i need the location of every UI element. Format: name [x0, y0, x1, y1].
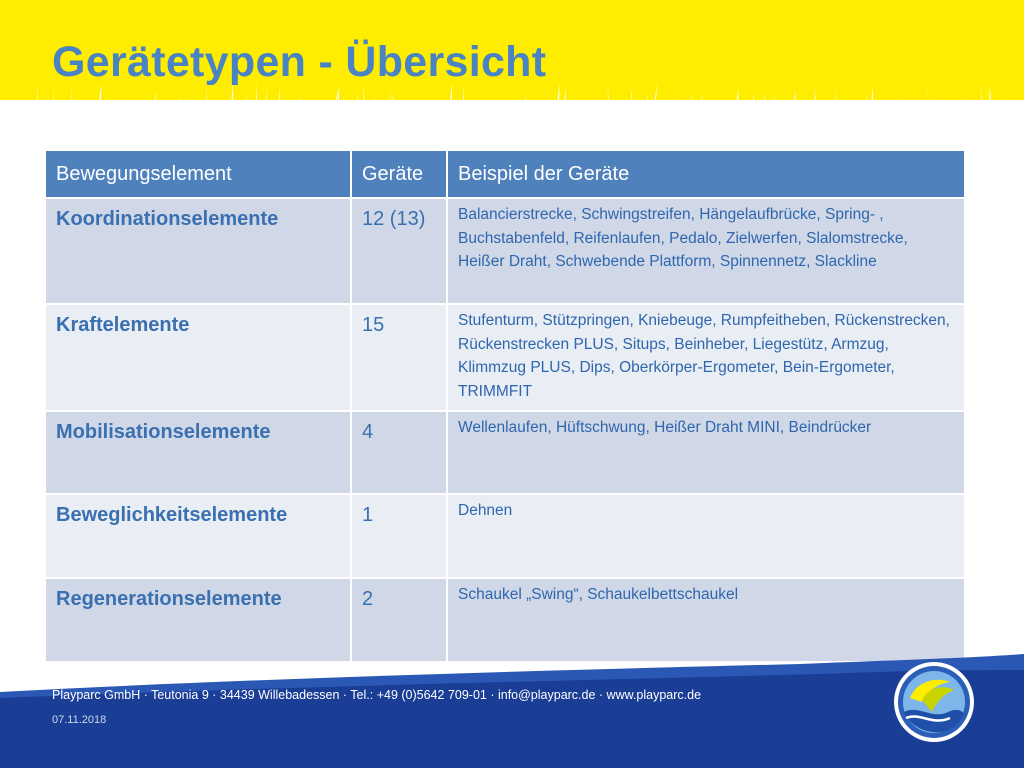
playparc-logo-icon [892, 660, 976, 744]
row-device-count: 12 (13) [351, 198, 447, 304]
footer-date: 07.11.2018 [52, 714, 107, 726]
grass-blade [174, 125, 178, 152]
grass-blade [380, 123, 387, 152]
grass-blade [794, 107, 798, 152]
grass-blade [43, 93, 49, 152]
grass-blade [1002, 97, 1007, 152]
grass-blade [314, 124, 319, 152]
grass-blade [90, 117, 95, 152]
grass-blade [974, 118, 976, 152]
table-row [45, 198, 965, 304]
row-example-devices: Dehnen [447, 494, 965, 578]
grass-blade [0, 118, 2, 152]
grass-blade [550, 96, 555, 152]
table-row [45, 411, 965, 494]
grass-blade [86, 119, 90, 152]
grass-blade [422, 98, 424, 152]
grass-blade [292, 118, 297, 152]
grass-blade [856, 106, 862, 152]
row-element-name: Mobilisationselemente [45, 411, 351, 494]
grass-blade [1006, 113, 1009, 152]
page-title: Gerätetypen - Übersicht [52, 38, 547, 86]
column-header-element: Bewegungselement [45, 150, 351, 198]
grass-blade [274, 119, 278, 152]
grass-blade [308, 119, 312, 152]
table-row [45, 494, 965, 578]
grass-blade [646, 94, 650, 152]
grass-blade [746, 99, 749, 152]
grass-blade [242, 94, 247, 152]
grass-blade [138, 98, 145, 152]
grass-blade [541, 106, 546, 152]
grass-blade [986, 107, 990, 152]
grass-blade [926, 122, 929, 152]
grass-blade [866, 125, 870, 152]
grass-blade [966, 104, 970, 152]
grass-blade [594, 118, 598, 152]
row-element-name: Beweglichkeitselemente [45, 494, 351, 578]
grass-blade [200, 109, 206, 152]
row-device-count: 1 [351, 494, 447, 578]
grass-blade [750, 92, 755, 152]
grass-blade [487, 125, 492, 152]
device-table-container [44, 149, 964, 663]
table-header-row [45, 150, 965, 198]
grass-blade [654, 122, 657, 152]
grass-blade [910, 116, 914, 152]
grass-blade [456, 100, 461, 152]
row-device-count: 4 [351, 411, 447, 494]
grass-blade [535, 95, 540, 152]
row-example-devices: Stufenturm, Stützpringen, Kniebeuge, Rumpfeitheben, Rückenstrecken, Rückenstrecken PLUS, Situps, Beinheber, Liegestütz, Armzug, Klimmzug PLUS, Dips, Oberkörper-Ergometer, Bein-Ergometer, TRIMMFIT [447, 304, 965, 411]
grass-blade [879, 102, 886, 152]
column-header-count: Geräte [351, 150, 447, 198]
column-header-examples: Beispiel der Geräte [447, 150, 965, 198]
grass-blade [754, 113, 758, 152]
grass-blade [862, 93, 867, 152]
table-row [45, 304, 965, 411]
grass-blade [134, 123, 138, 152]
grass-blade [491, 110, 499, 152]
grass-blade [301, 94, 305, 152]
grass-blade [264, 111, 274, 152]
grass-blade [238, 103, 241, 152]
grass-blade [186, 96, 189, 152]
row-device-count: 2 [351, 578, 447, 662]
grass-blade [638, 98, 642, 152]
row-example-devices: Schaukel „Swing“, Schaukelbettschaukel [447, 578, 965, 662]
grass-blade [18, 103, 21, 152]
row-element-name: Kraftelemente [45, 304, 351, 411]
grass-blade [510, 118, 513, 152]
device-type-table [44, 149, 966, 663]
row-element-name: Koordinationselemente [45, 198, 351, 304]
row-example-devices: Balancierstrecke, Schwingstreifen, Hängelaufbrücke, Spring- , Buchstabenfeld, Reifenlaufen, Pedalo, Zielwerfen, Slalomstrecke, Heißer Draht, Schwebende Plattform, Spinnennetz, Slackline [447, 198, 965, 304]
row-device-count: 15 [351, 304, 447, 411]
row-example-devices: Wellenlaufen, Hüftschwung, Heißer Draht MINI, Beindrücker [447, 411, 965, 494]
grass-blade [914, 125, 919, 152]
grass-blade [822, 111, 830, 152]
footer-wave [0, 640, 1024, 768]
grass-blade [962, 93, 965, 152]
grass-blade [14, 119, 17, 152]
row-element-name: Regenerationselemente [45, 578, 351, 662]
footer-contact-line: Playparc GmbH · Teutonia 9 · 34439 Willebadessen · Tel.: +49 (0)5642 709-01 · info@playparc.de · www.playparc.de [52, 688, 702, 702]
